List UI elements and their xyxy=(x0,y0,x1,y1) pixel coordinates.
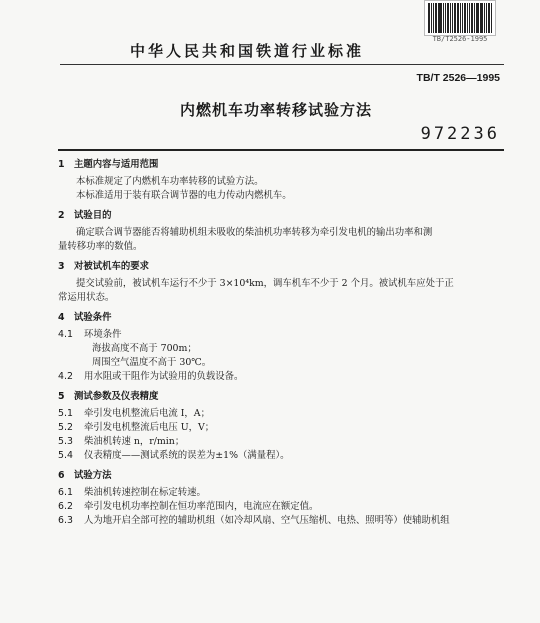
barcode-bar xyxy=(460,3,461,33)
list-item: 6.1 柴油机转速控制在标定转速。 xyxy=(58,487,206,498)
barcode-bar xyxy=(428,3,430,33)
paragraph: 本标准规定了内燃机车功率转移的试验方法。 xyxy=(76,176,264,187)
barcode-bar xyxy=(454,3,456,33)
list-item: 6.2 牵引发电机功率控制在恒功率范围内，电流应在额定值。 xyxy=(58,501,319,512)
barcode-bar xyxy=(488,3,490,33)
barcode-bar xyxy=(476,3,479,33)
paragraph: 确定联合调节器能否将辅助机组未吸收的柴油机功率转移为牵引发电机的输出功率和测 xyxy=(76,227,433,238)
list-item: 4.1 环境条件 xyxy=(58,329,122,340)
barcode-bar xyxy=(474,3,475,33)
barcode-bar xyxy=(438,3,439,33)
barcode-bar xyxy=(462,3,463,33)
sub-item: 海拔高度不高于 700m； xyxy=(92,343,197,354)
list-item: 5.3 柴油机转速 n，r/min； xyxy=(58,436,185,447)
header-title: 中华人民共和国铁道行业标准 xyxy=(130,42,365,60)
document-title: 内燃机车功率转移试验方法 xyxy=(180,101,373,119)
barcode-bar xyxy=(445,3,446,33)
list-item: 5.2 牵引发电机整流后电压 U，V； xyxy=(58,422,215,433)
section-heading: 2 试验目的 xyxy=(58,210,112,221)
sub-item: 周围空气温度不高于 30℃。 xyxy=(92,357,212,368)
list-item: 6.3 人为地开启全部可控的辅助机组（如冷却风扇、空气压缩机、电热、照明等）使辅助机组 xyxy=(58,515,450,526)
barcode-bar xyxy=(450,3,451,33)
barcode-bar xyxy=(447,3,449,33)
list-item: 4.2 用水阻或干阻作为试验用的负载设备。 xyxy=(58,371,244,382)
barcode-bar xyxy=(469,3,470,33)
section-heading: 5 测试参数及仪表精度 xyxy=(58,391,159,402)
barcode-bar xyxy=(467,3,468,33)
header-rule xyxy=(60,64,504,65)
document-code: 972236 xyxy=(420,124,500,144)
barcode-bar xyxy=(431,3,432,33)
standard-number: TB/T 2526—1995 xyxy=(416,72,500,84)
list-item: 5.1 牵引发电机整流后电流 I，A； xyxy=(58,408,210,419)
barcode-bar xyxy=(481,3,483,33)
paragraph: 本标准适用于装有联合调节器的电力传动内燃机车。 xyxy=(76,190,292,201)
barcode-bar xyxy=(480,3,481,33)
barcode-bar xyxy=(457,3,460,33)
paragraph: 提交试验前，被试机车运行不少于 3×10⁴km，调车机车不少于 2 个月。被试机车应处于正 xyxy=(76,278,454,289)
barcode-bar xyxy=(439,3,442,33)
list-item: 5.4 仪表精度——测试系统的误差为±1%（满量程）。 xyxy=(58,450,290,461)
paragraph-continued: 量转移功率的数值。 xyxy=(58,241,143,252)
barcode xyxy=(424,0,496,36)
title-divider xyxy=(58,149,504,151)
section-heading: 3 对被试机车的要求 xyxy=(58,261,150,272)
barcode-bar xyxy=(443,3,444,33)
barcode-bar xyxy=(484,3,485,33)
document-body xyxy=(58,158,500,528)
section-heading: 4 试验条件 xyxy=(58,312,112,323)
barcode-bar xyxy=(471,3,473,33)
barcode-label: TB/T2526-1995 xyxy=(432,35,488,43)
section-heading: 1 主题内容与适用范围 xyxy=(58,159,159,170)
barcode-bar xyxy=(433,3,434,33)
barcode-bar xyxy=(486,3,487,33)
barcode-bar xyxy=(435,3,437,33)
section-heading: 6 试验方法 xyxy=(58,470,112,481)
barcode-bar xyxy=(464,3,466,33)
paragraph-continued: 常运用状态。 xyxy=(58,292,115,303)
barcode-bar xyxy=(491,3,492,33)
barcode-bar xyxy=(452,3,453,33)
